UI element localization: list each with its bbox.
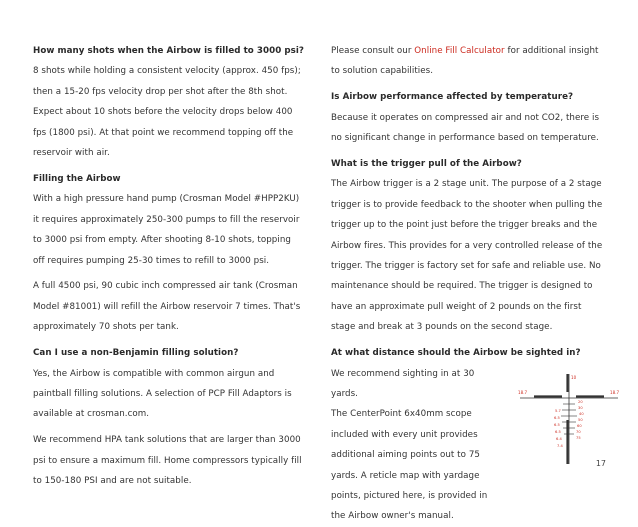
- reticle-point: 20: [578, 399, 583, 404]
- intro-text-end: for additional insight to solution capabilities.: [331, 46, 599, 77]
- question-temperature: Is Airbow performance affected by temperature?: [331, 92, 574, 103]
- reticle-point: 6.5: [554, 422, 560, 427]
- reticle-point: 60: [577, 423, 582, 428]
- question-trigger-pull: What is the trigger pull of the Airbow?: [331, 159, 522, 170]
- answer-air-tank: A full 4500 psi, 90 cubic inch compressed air tank (Crosman Model #81001) will refill the Airbow reservoir 7 times. That's approximately 70 shots per tank.: [33, 281, 301, 333]
- reticle-point: 6.5: [555, 429, 561, 434]
- answer-hand-pump: With a high pressure hand pump (Crosman Model #HPP2KU) it requires approximately 250-300 pumps to fill the reservoir to 3000 psi from empty. After shooting 8-10 shots, topping off requires pumping 25-30 times to refill to 3000 psi.: [33, 194, 300, 266]
- reticle-point: 50: [578, 417, 583, 422]
- online-fill-calculator-link[interactable]: Online Fill Calculator: [414, 46, 505, 56]
- answer-trigger-pull: The Airbow trigger is a 2 stage unit. The purpose of a 2 stage trigger is to provide feedback to the shooter when pulling the trigger up to the point just before the trigger breaks and the Airbow fires. This provides for a very controlled release of the trigger. The trigger is factory set for safe and reliable use. No maintenance should be required. The trigger is designed to have an approximate pull weight of 2 pounds on the first stage and break at 3 pounds on the second stage.: [331, 179, 603, 333]
- scope-section: [331, 364, 620, 527]
- reticle-point: 6.4: [556, 436, 562, 441]
- reticle-point: 75: [576, 435, 581, 440]
- reticle-point: 70: [576, 429, 581, 434]
- reticle-point: 7.4: [557, 443, 563, 448]
- intro-text: Please consult our: [331, 46, 415, 56]
- reticle-label-top: 10: [571, 374, 577, 380]
- heading-filling-airbow: Filling the Airbow: [33, 173, 121, 184]
- question-sight-distance: At what distance should the Airbow be sighted in?: [331, 348, 581, 359]
- question-shots-fill: How many shots when the Airbow is filled to 3000 psi?: [33, 46, 304, 56]
- answer-temperature: Because it operates on compressed air and not CO2, there is no significant change in performance based on temperature.: [331, 112, 600, 144]
- answer-shots-fill: 8 shots while holding a consistent velocity (approx. 450 fps); then a 15-20 fps velocity drop per shot after the 8th shot. Expect about 10 shots before the velocity drops below 400 fps (1800 psi). At that point we recommend topping off the reservoir with air.: [33, 66, 301, 159]
- reticle-point: 40: [579, 411, 584, 416]
- reticle-map-image: [514, 370, 624, 466]
- reticle-label-right: 18.7: [610, 389, 620, 395]
- reticle-point: 5.7: [555, 408, 561, 413]
- fill-calculator-paragraph: [331, 41, 606, 82]
- right-column: [331, 41, 620, 527]
- question-non-benjamin: Can I use a non-Benjamin filling solution?: [33, 348, 239, 359]
- reticle-point: 6.5: [554, 415, 560, 420]
- reticle-label-left: 18.7: [518, 389, 528, 395]
- answer-hpa-tanks: We recommend HPA tank solutions that are larger than 3000 psi to ensure a maximum fill. Home compressors typically fill to 150-180 PSI and are not suitable.: [33, 435, 302, 487]
- answer-sight-30-yards: We recommend sighting in at 30 yards.: [331, 368, 475, 399]
- left-column: [33, 41, 305, 497]
- page-number: 17: [595, 459, 606, 468]
- answer-compatibility: Yes, the Airbow is compatible with common airgun and paintball filling solutions. A selection of PCP Fill Adaptors is available at crosman.com.: [33, 368, 292, 420]
- answer-centerpoint-scope: The CenterPoint 6x40mm scope included with every unit provides additional aiming points out to 75 yards. A reticle map with yardage points, pictured here, is provided in the Airbow owner's manual.: [331, 409, 488, 522]
- reticle-point: 30: [578, 405, 583, 410]
